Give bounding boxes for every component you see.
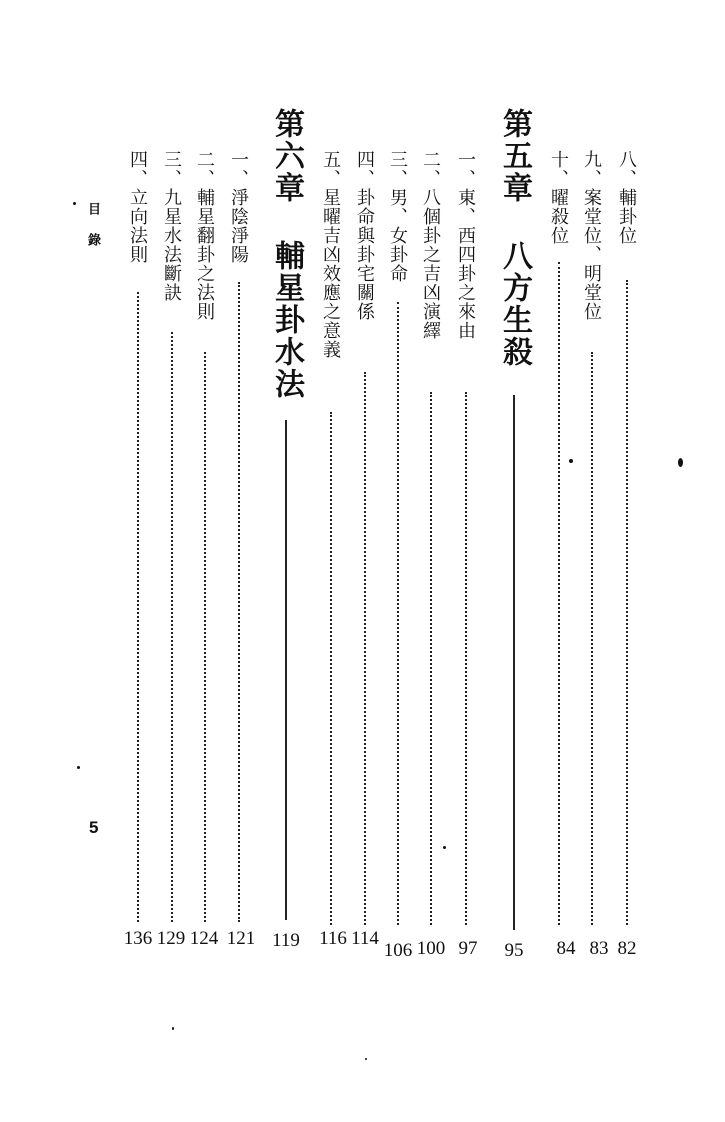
scan-speck bbox=[77, 766, 80, 769]
toc-entry-page: 114 bbox=[351, 928, 379, 949]
toc-entry-label: 五、星曜吉凶效應之意義 bbox=[320, 150, 341, 359]
toc-entry-label: 十、曜殺位 bbox=[548, 150, 569, 245]
scan-speck bbox=[172, 1027, 174, 1030]
scan-speck bbox=[73, 202, 76, 205]
toc-entry-page: 100 bbox=[416, 938, 446, 959]
scan-speck bbox=[443, 846, 446, 849]
chapter-title: 輔星卦水法 bbox=[269, 240, 304, 400]
dotted-leader bbox=[204, 352, 206, 922]
toc-entry-page: 136 bbox=[123, 928, 153, 949]
toc-entry-page: 84 bbox=[556, 938, 576, 959]
chapter-number: 第六章 bbox=[269, 108, 304, 204]
dotted-leader bbox=[171, 332, 173, 922]
toc-entry-label: 二、八個卦之吉凶演繹 bbox=[420, 150, 441, 340]
dotted-leader bbox=[626, 280, 628, 925]
toc-entry-page: 97 bbox=[458, 938, 478, 959]
toc-entry-label: 八、輔卦位 bbox=[616, 150, 637, 245]
dotted-leader bbox=[137, 292, 139, 922]
dotted-leader bbox=[364, 372, 366, 925]
toc-entry-page: 124 bbox=[189, 928, 219, 949]
toc-entry-page: 121 bbox=[226, 928, 256, 949]
dotted-leader bbox=[465, 392, 467, 925]
chapter-rule bbox=[285, 420, 287, 920]
scan-speck bbox=[365, 1058, 367, 1060]
toc-entry-label: 九、案堂位、明堂位 bbox=[581, 150, 602, 321]
toc-entry-label: 四、立向法則 bbox=[127, 150, 148, 264]
toc-side-label: 目錄 bbox=[85, 202, 100, 264]
dotted-leader bbox=[430, 392, 432, 925]
toc-entry-label: 三、男、女卦命 bbox=[387, 150, 408, 283]
chapter-rule bbox=[513, 395, 515, 930]
toc-entry-page: 106 bbox=[383, 940, 413, 961]
toc-entry-label: 三、九星水法斷訣 bbox=[161, 150, 182, 302]
toc-entry-page: 82 bbox=[617, 938, 637, 959]
toc-entry-page: 129 bbox=[156, 928, 186, 949]
chapter-title: 八方生殺 bbox=[497, 240, 532, 368]
page-number: 5 bbox=[89, 818, 99, 837]
scan-speck bbox=[678, 458, 683, 467]
toc-entry-label: 一、淨陰淨陽 bbox=[228, 150, 249, 264]
dotted-leader bbox=[238, 282, 240, 922]
dotted-leader bbox=[397, 302, 399, 925]
toc-entry-label: 一、東、西四卦之來由 bbox=[455, 150, 476, 340]
toc-entry-label: 二、輔星翻卦之法則 bbox=[194, 150, 215, 321]
toc-entry-page: 116 bbox=[319, 928, 347, 949]
toc-entry-label: 四、卦命與卦宅關係 bbox=[354, 150, 375, 321]
dotted-leader bbox=[591, 352, 593, 925]
scan-speck bbox=[569, 459, 573, 463]
chapter-page: 95 bbox=[504, 940, 524, 961]
chapter-number: 第五章 bbox=[497, 108, 532, 204]
dotted-leader bbox=[558, 262, 560, 925]
chapter-page: 119 bbox=[272, 930, 300, 951]
toc-entry-page: 83 bbox=[589, 938, 609, 959]
dotted-leader bbox=[330, 412, 332, 925]
